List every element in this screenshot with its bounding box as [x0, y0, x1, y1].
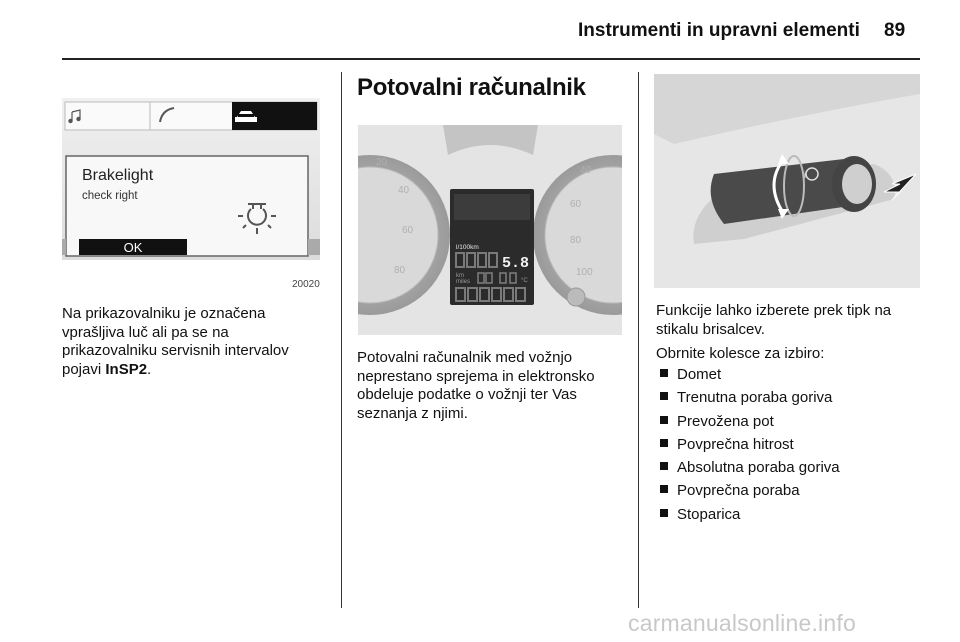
text-line: obdeluje podatke o vožnji ter Vas: [357, 386, 577, 403]
trip-computer-figure: [358, 125, 622, 335]
watermark: carmanualsonline.info: [628, 610, 856, 636]
page-header: [0, 0, 960, 60]
text-line: seznanja z njimi.: [357, 404, 468, 422]
km-label: km: [456, 273, 464, 279]
list-item: Absolutna poraba goriva: [656, 456, 840, 479]
text-line: prikazovalniku servisnih intervalov: [62, 342, 289, 359]
column-divider-1: [341, 72, 342, 608]
service-code: InSP2: [105, 360, 148, 378]
message-title: Brakelight: [82, 167, 154, 184]
text-line: stikalu brisalcev.: [656, 320, 765, 338]
display-figure: [62, 98, 320, 292]
consumption-value: 5.8: [502, 255, 530, 272]
svg-text:60: 60: [570, 199, 582, 210]
wiper-stalk-illustration: [654, 74, 920, 288]
message-subtitle: check right: [82, 190, 138, 202]
list-item: Stoparica: [656, 503, 840, 526]
section-title: Potovalni računalnik: [357, 74, 586, 101]
header-rule: [62, 58, 920, 60]
svg-text:20: 20: [376, 157, 388, 168]
page-title: Instrumenti in upravni elementi: [578, 20, 860, 41]
temp-unit-label: °C: [521, 278, 528, 284]
list-item: Prevožena pot: [656, 410, 840, 433]
column-divider-2: [638, 72, 639, 608]
list-item: Povprečna hitrost: [656, 433, 840, 456]
figure-number: 20020: [292, 279, 320, 290]
svg-text:80: 80: [570, 235, 582, 246]
svg-text:60: 60: [402, 225, 414, 236]
svg-text:100: 100: [576, 267, 593, 278]
text-line: Potovalni računalnik med vožnjo: [357, 349, 573, 366]
select-instruction: Obrnite kolesce za izbiro:: [656, 345, 825, 362]
text-line: neprestano sprejema in elektronsko: [357, 367, 595, 385]
text-line: Na prikazovalniku je označena: [62, 305, 266, 322]
right-intro: [656, 302, 891, 339]
wiper-stalk-figure: [654, 74, 920, 288]
page-number: 89: [884, 20, 906, 41]
middle-paragraph: [357, 349, 595, 423]
text-line: vprašljiva luč ali pa se na: [62, 323, 229, 341]
list-item: Domet: [656, 363, 840, 386]
ok-button-label: OK: [123, 240, 143, 255]
svg-text:40: 40: [580, 165, 592, 176]
list-item: Trenutna poraba goriva: [656, 386, 840, 409]
unit-label: l/100km: [456, 244, 479, 251]
svg-text:80: 80: [394, 265, 406, 276]
text-line: Funkcije lahko izberete prek tipk na: [656, 302, 892, 319]
miles-label: miles: [456, 279, 471, 285]
text-line: pojavi InSP2.: [62, 360, 152, 378]
svg-text:40: 40: [398, 185, 410, 196]
list-item: Povprečna poraba: [656, 479, 840, 502]
svg-text:i: i: [804, 170, 806, 180]
instrument-cluster-illustration: [358, 125, 622, 335]
function-list: [656, 363, 840, 526]
left-paragraph: [62, 305, 289, 379]
display-illustration: [62, 98, 320, 292]
